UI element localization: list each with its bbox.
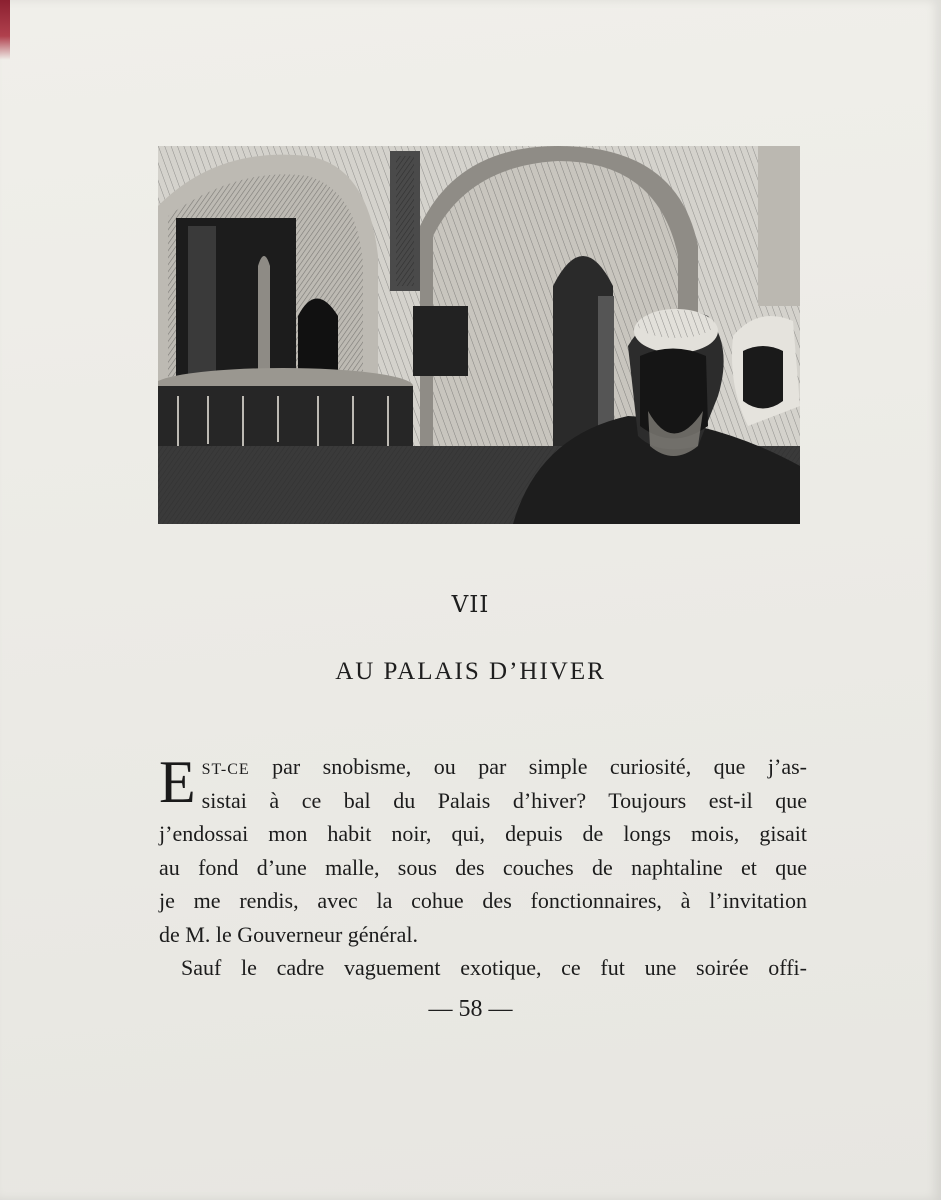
text-line: de M. le Gouverneur général. [159, 921, 419, 947]
chapter-number: VII [451, 592, 490, 618]
body-text [159, 750, 807, 985]
text-line: Sauf le cadre vaguement exotique, ce fut une soirée offi- [181, 955, 807, 980]
chapter-title: AU PALAIS D’HIVER [335, 658, 606, 685]
page-number: — 58 — [428, 996, 513, 1022]
text-line: sistai à ce bal du Palais d’hiver? Toujours est-il que [201, 787, 807, 813]
text-line: je me rendis, avec la cohue des fonctionnaires, à l’invitation [159, 888, 807, 913]
drop-cap: E [159, 749, 196, 815]
smallcaps-opening: ST-CE [201, 761, 250, 778]
text-line: j’endossai mon habit noir, qui, depuis de longs mois, gisait [159, 821, 807, 846]
lithograph-palace-courtyard-icon [158, 146, 800, 524]
line-text: par snobisme, ou par simple curiosité, que j’as- [249, 754, 807, 779]
chapter-illustration [158, 146, 800, 524]
text-line [159, 750, 807, 784]
red-cover-edge [0, 0, 10, 60]
text-line: au fond d’une malle, sous des couches de naphtaline et que [159, 854, 807, 880]
